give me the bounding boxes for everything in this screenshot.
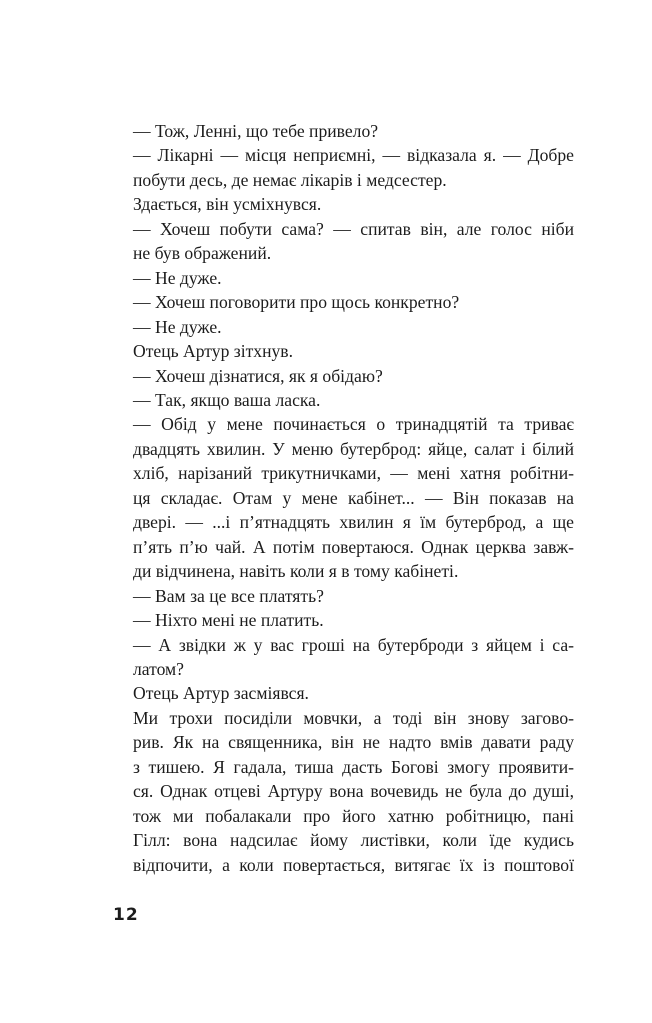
text-line: — Хочеш дізнатися, як я обідаю?	[133, 365, 383, 386]
paragraph	[113, 388, 574, 412]
text-line: — Не дуже.	[133, 267, 222, 288]
text-line: п’ять п’ю чай. А потім повертаюся. Однак церква завж-	[133, 536, 574, 557]
paragraph	[113, 315, 574, 339]
paragraph	[113, 290, 574, 314]
text-line: двадцять хвилин. У меню бутерброд: яйце, салат і білий	[133, 438, 574, 459]
text-line: — Тож, Ленні, що тебе привело?	[133, 121, 379, 141]
text-line: Ми трохи посиділи мовчки, а тоді він знову загово-	[133, 707, 574, 728]
text-line: ся. Однак отцеві Артуру вона вочевидь не була до душі,	[133, 781, 574, 802]
text-line: з тишею. Я гадала, тиша дасть Богові змогу проявити-	[133, 756, 574, 777]
text-line: Гілл: вона надсилає йому листівки, коли їде кудись	[133, 830, 574, 851]
text-line: відпочити, а коли повертається, витягає їх із поштової	[133, 854, 574, 875]
paragraph	[113, 681, 574, 705]
text-line: ди відчинена, навіть коли я в тому кабінеті.	[133, 561, 459, 582]
text-line: хліб, нарізаний трикутничками, — мені хатня робітни-	[133, 463, 574, 484]
paragraph	[113, 584, 574, 608]
paragraph	[113, 706, 574, 877]
text-line: побути десь, де немає лікарів і медсестер.	[133, 169, 447, 190]
text-line: Отець Артур зітхнув.	[133, 341, 294, 362]
text-line: — Лікарні — місця неприємні, — відказала я. — Добре	[133, 145, 574, 166]
paragraph	[113, 364, 574, 388]
paragraph	[113, 217, 574, 266]
text-line: — Вам за це все платять?	[133, 585, 324, 606]
paragraph	[113, 339, 574, 363]
paragraph	[113, 119, 574, 143]
text-line: — Обід у мене починається о тринадцятій та триває	[133, 414, 574, 435]
text-line: — Хочеш поговорити про щось конкретно?	[133, 292, 460, 313]
text-line: тож ми побалакали про його хатню робітницю, пані	[133, 805, 574, 826]
paragraph	[113, 633, 574, 682]
text-line: — Так, якщо ваша ласка.	[133, 389, 321, 410]
text-line: двері. — ...і п’ятнадцять хвилин я їм бутерброд, а ще	[133, 512, 574, 533]
page-body	[113, 119, 574, 877]
paragraph	[113, 412, 574, 583]
text-line: ця складає. Отам у мене кабінет... — Він показав на	[133, 487, 574, 508]
paragraph	[113, 266, 574, 290]
paragraph	[113, 192, 574, 216]
text-line: — Ніхто мені не платить.	[133, 610, 324, 631]
text-line: не був ображений.	[133, 243, 272, 264]
text-line: рив. Як на священника, він не надто вмів давати раду	[133, 732, 574, 753]
paragraph	[113, 143, 574, 192]
text-line: — Хочеш побути сама? — спитав він, але голос ніби	[133, 218, 574, 239]
paragraph	[113, 608, 574, 632]
text-line: латом?	[133, 658, 184, 679]
text-line: — Не дуже.	[133, 316, 222, 337]
page-number: 12	[113, 905, 139, 925]
text-line: Здається, він усміхнувся.	[133, 194, 322, 215]
text-line: — А звідки ж у вас гроші на бутерброди з яйцем і са-	[133, 634, 574, 655]
text-line: Отець Артур засміявся.	[133, 683, 309, 704]
